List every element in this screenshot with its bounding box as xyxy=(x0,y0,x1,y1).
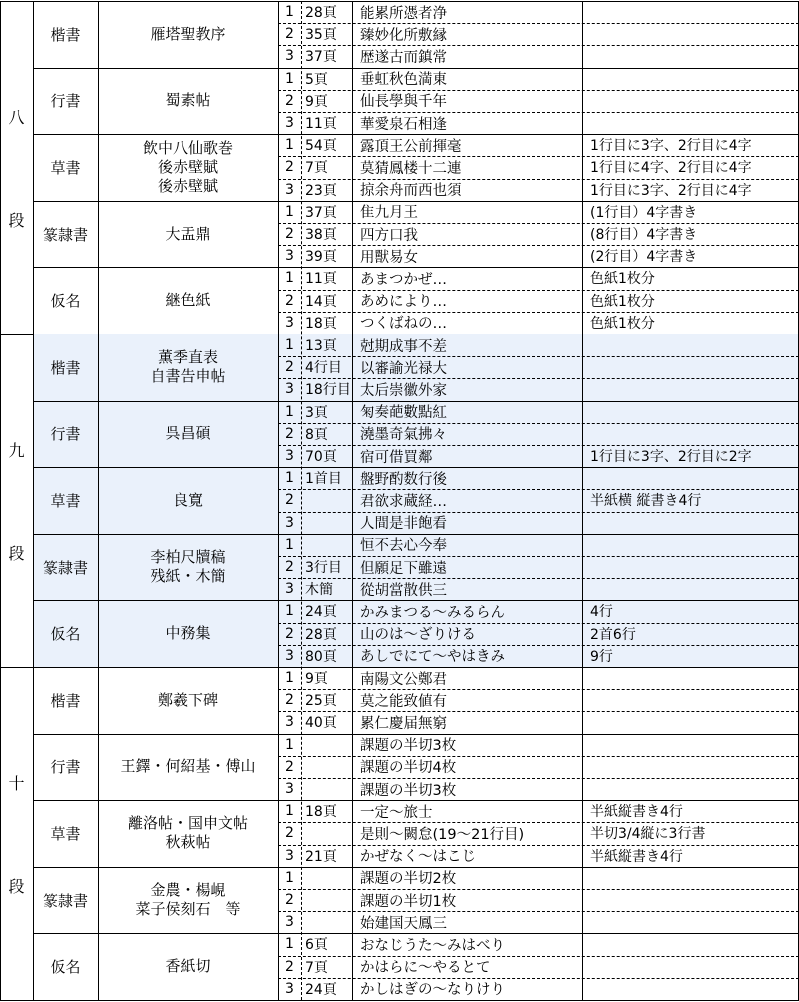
exercise-text: 恒不去心今奉 xyxy=(360,538,447,555)
source-label xyxy=(98,134,278,201)
page-ref xyxy=(301,534,352,556)
page-ref: 7頁 xyxy=(305,160,328,177)
item-number: 3 xyxy=(285,181,294,198)
page-ref xyxy=(301,889,352,911)
item-number: 2 xyxy=(285,159,294,176)
source-label xyxy=(98,467,278,534)
source-label xyxy=(98,734,278,801)
dan-label xyxy=(0,1,33,334)
page-ref: 37頁 xyxy=(305,49,337,66)
item-number: 3 xyxy=(285,781,294,798)
page-ref: 11頁 xyxy=(305,116,337,133)
page-ref: 21頁 xyxy=(305,848,337,865)
column-divider xyxy=(33,1,34,1000)
page-ref: 24頁 xyxy=(305,981,337,998)
category-label: 楷書 xyxy=(50,691,81,710)
remark: (2行目）4字書き xyxy=(590,249,698,266)
page-ref: 9頁 xyxy=(305,93,328,110)
remark: 色紙1枚分 xyxy=(590,293,655,310)
exercise-text: 一定～旅士 xyxy=(360,804,433,821)
item-number: 1 xyxy=(285,670,294,687)
remark xyxy=(582,401,799,423)
source-label xyxy=(98,867,278,934)
remark: 色紙1枚分 xyxy=(590,315,655,332)
exercise-text: 課題の半切2枚 xyxy=(360,871,457,888)
exercise-text: かはらに～やるとて xyxy=(360,960,491,977)
source-line: 香紙切 xyxy=(165,957,211,976)
category-label: 草書 xyxy=(50,158,81,177)
exercise-text: 南陽文公鄭君 xyxy=(360,671,447,688)
item-number: 2 xyxy=(285,692,294,709)
remark xyxy=(582,334,799,356)
dan-label xyxy=(0,667,33,1000)
item-number: 1 xyxy=(285,70,294,87)
category-label: 行書 xyxy=(50,425,81,444)
exercise-text: おなじうた～みはべり xyxy=(360,937,505,954)
item-number: 2 xyxy=(285,492,294,509)
item-number: 2 xyxy=(285,758,294,775)
exercise-text: かぜなく～はこじ xyxy=(360,849,476,866)
page-ref: 35頁 xyxy=(305,27,337,44)
page-ref: 1首目 xyxy=(305,471,342,488)
page-ref: 18頁 xyxy=(305,315,337,332)
category-label: 草書 xyxy=(50,491,81,510)
remark xyxy=(582,978,799,1000)
category-label: 仮名 xyxy=(50,625,81,644)
remark: 4行 xyxy=(590,604,613,621)
column-divider xyxy=(352,1,353,1000)
source-line: 残紙・木簡 xyxy=(150,567,226,586)
source-line: 後赤壁賦 xyxy=(157,176,218,195)
item-number: 1 xyxy=(285,403,294,420)
source-line: 飲中八仙歌巻 xyxy=(142,138,233,157)
page-ref xyxy=(301,911,352,933)
page-ref: 11頁 xyxy=(305,271,337,288)
exercise-text: 歴遂古而鎮常 xyxy=(360,49,447,66)
exercise-text: 課題の半切3枚 xyxy=(360,738,457,755)
source-line: 蜀素帖 xyxy=(165,91,211,110)
source-line: 王鐸・何紹基・傅山 xyxy=(120,757,256,776)
exercise-text: 始建国天鳳三 xyxy=(360,915,447,932)
page-ref: 18頁 xyxy=(305,804,337,821)
exercise-text: 澆墨奇氣拂々 xyxy=(360,427,447,444)
source-label xyxy=(98,401,278,468)
exercise-text: 君欲求蔵経… xyxy=(360,493,447,510)
exercise-text: 四方口我 xyxy=(360,227,418,244)
page-ref xyxy=(301,822,352,844)
page-ref xyxy=(301,512,352,534)
dan-char: 段 xyxy=(8,543,25,563)
remark xyxy=(582,756,799,778)
page-ref: 38頁 xyxy=(305,227,337,244)
source-label xyxy=(98,201,278,268)
page-ref xyxy=(301,778,352,800)
page-ref: 28頁 xyxy=(305,626,337,643)
page-ref: 13頁 xyxy=(305,338,337,355)
item-number: 3 xyxy=(285,115,294,132)
remark xyxy=(582,578,799,600)
category-label: 篆隷書 xyxy=(42,891,88,910)
page-ref: 木簡 xyxy=(305,582,333,599)
item-number: 3 xyxy=(285,48,294,65)
item-number: 3 xyxy=(285,647,294,664)
exercise-text: 隹九月王 xyxy=(360,205,418,222)
remark xyxy=(582,956,799,978)
page-ref: 80頁 xyxy=(305,648,337,665)
remark xyxy=(582,1,799,23)
source-label xyxy=(98,667,278,734)
remark: 半紙縦書き4行 xyxy=(590,804,683,821)
page-ref xyxy=(301,734,352,756)
remark xyxy=(582,556,799,578)
source-line: 菜子侯刻石 等 xyxy=(135,900,241,919)
exercise-text: 莫猜鳳楼十二連 xyxy=(360,160,462,177)
page-ref: 25頁 xyxy=(305,693,337,710)
page-ref: 5頁 xyxy=(305,71,328,88)
exercise-text: 人間是非飽看 xyxy=(360,516,447,533)
remark xyxy=(582,711,799,733)
exercise-text: 露頂王公前揮毫 xyxy=(360,138,462,155)
remark xyxy=(582,534,799,556)
remark: 半切3/4縦に3行書 xyxy=(590,826,706,843)
remark: 半紙縦書き4行 xyxy=(590,848,683,865)
exercise-text: 是則～闕怠(19～21行目) xyxy=(360,826,525,843)
page-ref: 24頁 xyxy=(305,604,337,621)
page-ref: 18行目 xyxy=(305,382,351,399)
category-label: 篆隷書 xyxy=(42,225,88,244)
category-label: 仮名 xyxy=(50,958,81,977)
remark: (8行目）4字書き xyxy=(590,227,698,244)
item-number: 1 xyxy=(285,4,294,21)
item-number: 2 xyxy=(285,892,294,909)
column-divider xyxy=(98,1,99,1000)
item-number: 1 xyxy=(285,470,294,487)
dan-char: 九 xyxy=(8,440,25,460)
remark xyxy=(582,467,799,489)
remark: 1行目に3字、2行目に2字 xyxy=(590,449,752,466)
source-label xyxy=(98,267,278,334)
remark xyxy=(582,68,799,90)
item-number: 2 xyxy=(285,292,294,309)
exercise-text: 匊奏葩數點紅 xyxy=(360,405,447,422)
item-number: 1 xyxy=(285,203,294,220)
category-label: 行書 xyxy=(50,758,81,777)
source-label xyxy=(98,334,278,401)
source-line: 鄭羲下碑 xyxy=(157,690,218,709)
page-ref: 3頁 xyxy=(305,404,328,421)
exercise-text: あしでにて～やはきみ xyxy=(360,649,505,666)
remark xyxy=(582,378,799,400)
exercise-text: 課題の半切3枚 xyxy=(360,782,457,799)
exercise-text: 宿可借買鄰 xyxy=(360,449,433,466)
source-line: 後赤壁賦 xyxy=(157,157,218,176)
remark: 1行目に3字、2行目に4字 xyxy=(590,138,752,155)
source-label xyxy=(98,933,278,1000)
item-number: 2 xyxy=(285,26,294,43)
exercise-text: 課題の半切1枚 xyxy=(360,893,457,910)
item-number: 2 xyxy=(285,559,294,576)
category-label: 行書 xyxy=(50,92,81,111)
page-ref: 23頁 xyxy=(305,182,337,199)
item-number: 3 xyxy=(285,381,294,398)
remark xyxy=(582,423,799,445)
remark xyxy=(582,45,799,67)
source-label xyxy=(98,68,278,135)
source-line: 金農・楊峴 xyxy=(150,881,226,900)
top-border xyxy=(0,1,799,2)
remark xyxy=(582,889,799,911)
level-divider xyxy=(0,1000,799,1001)
source-line: 李柏尺牘稿 xyxy=(150,548,226,567)
item-number: 1 xyxy=(285,337,294,354)
item-number: 3 xyxy=(285,514,294,531)
item-number: 2 xyxy=(285,92,294,109)
source-label xyxy=(98,1,278,68)
item-number: 3 xyxy=(285,448,294,465)
category-label: 草書 xyxy=(50,824,81,843)
remark: 1行目に4字、2行目に4字 xyxy=(590,160,752,177)
remark xyxy=(582,734,799,756)
item-number: 3 xyxy=(285,581,294,598)
page-ref: 70頁 xyxy=(305,449,337,466)
page-ref xyxy=(301,756,352,778)
remark: 半紙横 縦書き4行 xyxy=(590,493,702,510)
source-line: 大盂鼎 xyxy=(165,224,211,243)
page-ref: 8頁 xyxy=(305,426,328,443)
remark: 9行 xyxy=(590,648,613,665)
category-label: 仮名 xyxy=(50,292,81,311)
remark: 色紙1枚分 xyxy=(590,271,655,288)
source-line: 雁塔聖教序 xyxy=(150,24,226,43)
source-label xyxy=(98,534,278,601)
exercise-text: 但願足下雖遠 xyxy=(360,560,447,577)
item-number: 2 xyxy=(285,425,294,442)
item-number: 1 xyxy=(285,936,294,953)
page-ref: 4行目 xyxy=(305,360,342,377)
exercise-text: 從胡當散供三 xyxy=(360,582,447,599)
remark: (1行目）4字書き xyxy=(590,204,698,221)
item-number: 3 xyxy=(285,980,294,997)
exercise-text: 能累所憑者浄 xyxy=(360,5,447,22)
source-line: 中務集 xyxy=(165,624,211,643)
source-line: 良寛 xyxy=(172,490,203,509)
item-number: 1 xyxy=(285,536,294,553)
remark xyxy=(582,911,799,933)
item-number: 1 xyxy=(285,270,294,287)
exercise-text: 垂虹秋色満東 xyxy=(360,72,447,89)
page-ref: 37頁 xyxy=(305,204,337,221)
source-label xyxy=(98,600,278,667)
exercise-text: 用獸易女 xyxy=(360,249,418,266)
source-line: 呉昌碩 xyxy=(165,424,211,443)
item-number: 1 xyxy=(285,736,294,753)
page-ref: 40頁 xyxy=(305,715,337,732)
remark xyxy=(582,933,799,955)
remark xyxy=(582,512,799,534)
page-ref: 54頁 xyxy=(305,138,337,155)
column-divider xyxy=(582,1,583,1000)
remark xyxy=(582,112,799,134)
exercise-text: 掠余舟而西也須 xyxy=(360,183,462,200)
item-number: 1 xyxy=(285,603,294,620)
category-label: 楷書 xyxy=(50,358,81,377)
exercise-text: つくばねの… xyxy=(360,316,447,333)
dan-char: 段 xyxy=(8,876,25,896)
exercise-text: 山のは～ざりける xyxy=(360,627,476,644)
exercise-text: あまつかぜ… xyxy=(360,271,447,288)
remark: 1行目に3字、2行目に4字 xyxy=(590,182,752,199)
column-divider xyxy=(0,1,1,1000)
item-number: 1 xyxy=(285,869,294,886)
page-ref: 9頁 xyxy=(305,671,328,688)
source-line: 継色紙 xyxy=(165,291,211,310)
item-number: 1 xyxy=(285,803,294,820)
page-ref xyxy=(301,867,352,889)
page-ref: 14頁 xyxy=(305,293,337,310)
exercise-text: かみまつる～みるらん xyxy=(360,604,505,621)
item-number: 3 xyxy=(285,314,294,331)
exercise-text: 盤野酌数行後 xyxy=(360,471,447,488)
exercise-text: 以審諭光禄大 xyxy=(360,360,447,377)
exercise-text: 華愛泉石相逢 xyxy=(360,116,447,133)
category-label: 楷書 xyxy=(50,25,81,44)
remark xyxy=(582,689,799,711)
column-divider xyxy=(301,1,302,1000)
column-divider xyxy=(278,1,279,1000)
page-ref: 3行目 xyxy=(305,560,342,577)
item-number: 2 xyxy=(285,359,294,376)
exercise-text: 仙長學與千年 xyxy=(360,94,447,111)
item-number: 2 xyxy=(285,625,294,642)
source-line: 離洛帖・国申文帖 xyxy=(127,814,248,833)
exercise-text: 尅期成事不差 xyxy=(360,338,447,355)
source-label xyxy=(98,800,278,867)
page-ref: 7頁 xyxy=(305,959,328,976)
item-number: 3 xyxy=(285,847,294,864)
exercise-text: 課題の半切4枚 xyxy=(360,760,457,777)
item-number: 2 xyxy=(285,825,294,842)
item-number: 3 xyxy=(285,714,294,731)
dan-label xyxy=(0,334,33,667)
item-number: 3 xyxy=(285,914,294,931)
item-number: 1 xyxy=(285,137,294,154)
dan-char: 八 xyxy=(8,107,25,127)
item-number: 3 xyxy=(285,248,294,265)
source-line: 自書告申帖 xyxy=(150,367,226,386)
remark xyxy=(582,23,799,45)
exercise-text: 莫之能致値有 xyxy=(360,693,447,710)
exercise-text: 臻妙化所敷縁 xyxy=(360,27,447,44)
remark xyxy=(582,667,799,689)
exercise-text: 太后崇徽外家 xyxy=(360,382,447,399)
page-ref xyxy=(301,489,352,511)
remark xyxy=(582,356,799,378)
remark: 2首6行 xyxy=(590,626,636,643)
exercise-text: あめにより… xyxy=(360,294,447,311)
source-line: 秋萩帖 xyxy=(165,833,211,852)
exercise-text: 累仁慶届無窮 xyxy=(360,715,447,732)
item-number: 2 xyxy=(285,958,294,975)
page-ref: 6頁 xyxy=(305,937,328,954)
remark xyxy=(582,867,799,889)
page-ref: 28頁 xyxy=(305,5,337,22)
page-ref: 39頁 xyxy=(305,249,337,266)
remark xyxy=(582,90,799,112)
dan-char: 段 xyxy=(8,210,25,230)
category-label: 篆隷書 xyxy=(42,558,88,577)
source-line: 薫季直表 xyxy=(157,348,218,367)
item-number: 2 xyxy=(285,226,294,243)
dan-char: 十 xyxy=(8,773,25,793)
exercise-text: かしはぎの～なりけり xyxy=(360,982,505,999)
remark xyxy=(582,778,799,800)
